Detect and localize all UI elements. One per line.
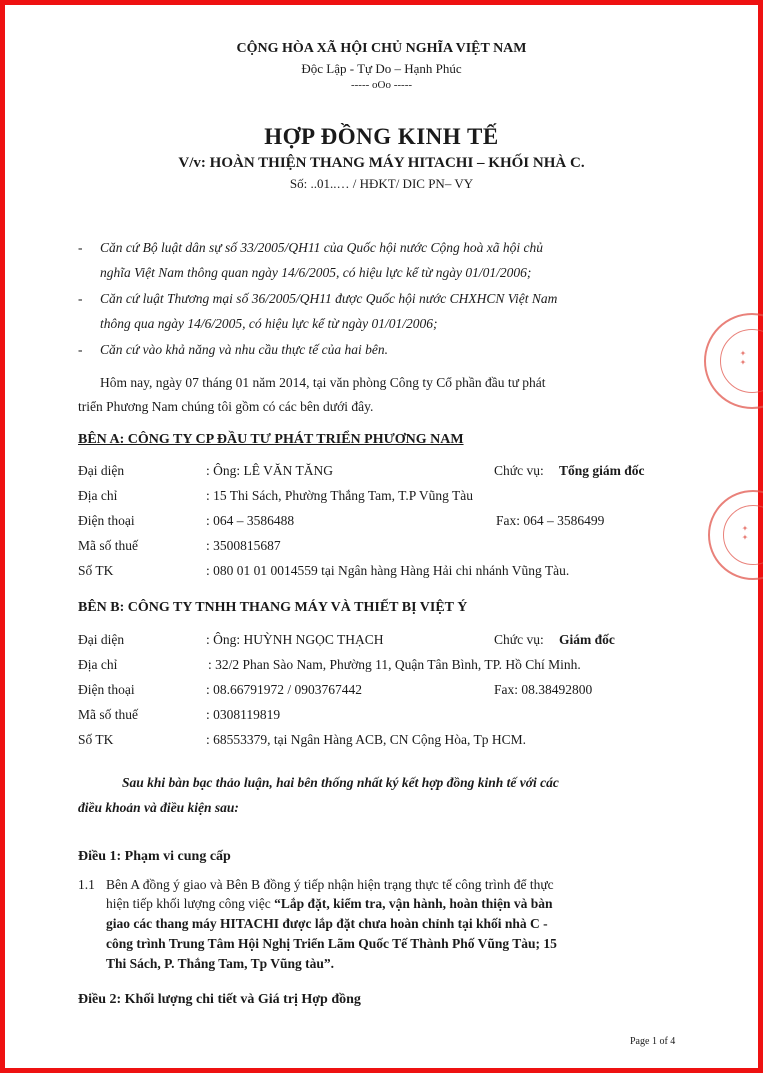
article-1-line-1: Bên A đồng ý giao và Bên B đồng ý tiếp nhận hiện trạng thực tế công trình để thực [106, 877, 554, 892]
intro-line-2: triển Phương Nam chúng tôi gồm có các bên dưới đây. [78, 399, 374, 414]
company-seal-stamp: ✦ ✦ [704, 313, 763, 409]
contract-title: HỢP ĐỒNG KINH TẾ [264, 124, 499, 149]
intro-line-1: Hôm nay, ngày 07 tháng 01 năm 2014, tại văn phòng Công ty Cổ phần đầu tư phát [100, 375, 546, 390]
article-1-line-2: hiện tiếp khối lượng công việc “Lắp đặt, kiểm tra, vận hành, hoàn thiện và bàn [106, 896, 553, 911]
agreement-line-1: Sau khi bàn bạc thảo luận, hai bên thống nhất ký kết hợp đồng kinh tế với các [122, 775, 559, 790]
article-2-heading: Điều 2: Khối lượng chi tiết và Giá trị Hợp đồng [78, 992, 361, 1007]
party-b-heading: BÊN B: CÔNG TY TNHH THANG MÁY VÀ THIẾT BỊ VIỆT Ý [78, 600, 468, 615]
ornament: ----- oOo ----- [350, 79, 413, 91]
contract-number: Số: ..01..… / HĐKT/ DIC PN– VY [289, 176, 474, 191]
article-1-line-4: công trình Trung Tâm Hội Nghị Triển Lãm Quốc Tế Thành Phố Vũng Tàu; 15 [106, 936, 557, 951]
article-1-line-3: giao các thang máy HITACHI được lắp đặt chưa hoàn chỉnh tại khối nhà C - [106, 916, 548, 931]
motto: Độc Lập - Tự Do – Hạnh Phúc [301, 61, 462, 76]
article-1-heading: Điều 1: Phạm vi cung cấp [78, 849, 231, 864]
company-seal-stamp-2: ✦ ✦ [708, 490, 763, 580]
contract-subject: V/v: HOÀN THIỆN THANG MÁY HITACHI – KHỐI NHÀ C. [178, 155, 585, 171]
page-number: Page 1 of 4 [630, 1036, 676, 1047]
agreement-line-2: điều khoản và điều kiện sau: [78, 800, 239, 815]
article-1-number: 1.1 [78, 877, 95, 892]
document-page: CỘNG HÒA XÃ HỘI CHỦ NGHĨA VIỆT NAM Độc Lập - Tự Do – Hạnh Phúc ----- oOo ----- HỢP ĐỒNG KINH TẾ V/v: HOÀN THIỆN THANG MÁY HITACHI – KHỐI NHÀ C. Số: ..01..… / HĐKT/ DIC PN– VY - Căn cứ Bộ luật dân sự số 33/2005/QH11 của Quốc hội nước Cộng hoà xã hội chủ nghĩa Việt Nam thông quan ngày 14/6/2005, có hiệu lực kể từ ngày 01/01/2006; - Căn cứ luật Thương mại số 36/2005/QH11 được Quốc hội nước CHXHCN Việt Nam thông qua ngày 14/6/2005, có hiệu lực kể từ ngày 01/01/2006; - Căn cứ vào khả năng và nhu cầu thực tế của hai bên. Hôm nay, ngày 07 tháng 01 năm 2014, tại văn phòng Công ty Cổ phần đầu tư phát triển Phương Nam chúng tôi gồm có các bên dưới đây. BÊN A: CÔNG TY CP ĐẦU TƯ PHÁT TRIỂN PHƯƠNG NAM Đại diện : Ông: LÊ VĂN TĂNG Chức vụ: Tổng giám đốc Địa chỉ : 15 Thi Sách, Phường Thắng Tam, T.P Vũng Tàu Điện thoại : 064 – 3586488 Fax: 064 – 3586499 Mã số thuế : 3500815687 Số TK : 080 01 01 0014559 tại Ngân hàng Hàng Hải chi nhánh Vũng Tàu. BÊN B: CÔNG TY TNHH THANG MÁY VÀ THIẾT BỊ VIỆT Ý Đại diện : Ông: HUỲNH NGỌC THẠCH Chức vụ: Giám đốc Địa chỉ : 32/2 Phan Sào Nam, Phường 11, Quận Tân Bình, TP. Hồ Chí Minh. Điện thoại : 08.66791972 / 0903767442 Fax: 08.38492800 Mã số thuế : 0308119819 Số TK : 68553379, tại Ngân Hàng ACB, CN Cộng Hòa, Tp HCM. Sau khi bàn bạc thảo luận, hai bên thống nhất ký kết hợp đồng kinh tế với các điều khoản và điều kiện sau: Điều 1: Phạm vi cung cấp 1.1 Bên A đồng ý giao và Bên B đồng ý tiếp nhận hiện trạng thực tế công trình để thực hiện tiếp khối lượng công việc “Lắp đặt, kiểm tra, vận hành, hoàn thiện và bàn giao các thang máy HITACHI được lắp đặt chưa hoàn chỉnh tại khối nhà C - công trình Trung Tâm Hội Nghị Triển Lãm Quốc Tế Thành Phố Vũng Tàu; 15 Thi Sách, P. Thắng Tam, Tp Vũng tàu”. Điều 2: Khối lượng chi tiết và Giá trị Hợp đồng Page 1 of 4 ✦ ✦ ✦ ✦ [0, 0, 763, 1073]
national-title: CỘNG HÒA XÃ HỘI CHỦ NGHĨA VIỆT NAM [236, 41, 527, 56]
article-1-line-5: Thi Sách, P. Thắng Tam, Tp Vũng tàu”. [106, 956, 334, 971]
party-a-heading: BÊN A: CÔNG TY CP ĐẦU TƯ PHÁT TRIỂN PHƯƠNG NAM [78, 432, 464, 447]
